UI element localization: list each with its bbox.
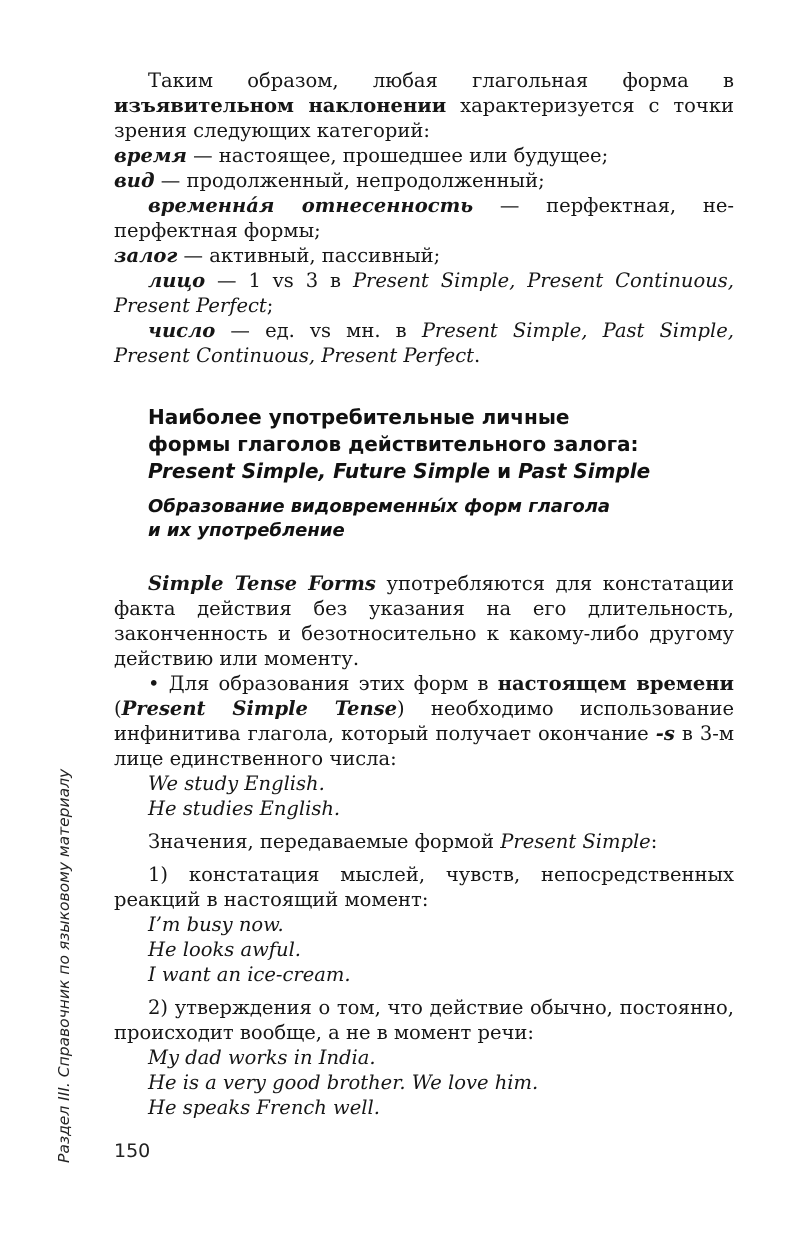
meanings-intro: Значения, передаваемые формой Present Simple: [148, 830, 658, 853]
mood-term: изъявительном наклонении [114, 94, 447, 117]
page-body [114, 68, 734, 1120]
example-line: He studies English. [148, 797, 341, 820]
example-line: We study English. [148, 772, 325, 795]
intro-paragraph: Таким образом, любая глагольная форма в изъявительном наклонении характеризуется с точки зрения следующих категорий: [114, 69, 734, 142]
example-line: I’m busy now. [148, 913, 284, 936]
category-time: время — настоящее, прошедшее или будущее; [114, 144, 609, 167]
example-line: He looks awful. [148, 938, 302, 961]
example-line: My dad works in India. [148, 1046, 376, 1069]
example-line: He is a very good brother. We love him. [148, 1071, 539, 1094]
page-number: 150 [114, 1140, 151, 1162]
example-line: I want an ice-cream. [148, 963, 351, 986]
present-simple-formation: • Для образования этих форм в настоящем времени (Present Simple Tense) необходимо использование инфинитива глагола, который получает окончание -s в 3-м лице единственного числа: [114, 672, 735, 770]
category-voice: залог — активный, пассивный; [114, 244, 441, 267]
section-side-label: Раздел III. Справочник по языковому материалу [55, 768, 73, 1163]
category-aspect: вид — продолженный, непродолженный; [114, 169, 545, 192]
section-heading: Наиболее употребительные личные формы глаголов действительного залога: Present Simple, Future Simple и Past Simple [148, 405, 651, 483]
meaning-item-2: 2) утверждения о том, что действие обычно, постоянно, происходит вообще, а не в момент речи: [114, 996, 734, 1044]
simple-forms-paragraph: Simple Tense Forms употребляются для констатации факта действия без указания на его длительность, законченность и безотносительно к какому-либо другому действию или моменту. [114, 572, 735, 670]
example-line: He speaks French well. [148, 1096, 380, 1119]
category-relation: временнáя отнесенность — перфектная, не-перфектная формы; [114, 194, 734, 242]
section-subheading: Образование видовременны́х форм глагола и их употребление [148, 496, 611, 541]
category-person: лицо — 1 vs 3 в Present Simple, Present Continuous, Present Perfect; [114, 269, 734, 317]
category-number: число — ед. vs мн. в Present Simple, Past Simple, Present Continuous, Present Perfect. [114, 319, 734, 367]
meaning-item-1: 1) констатация мыслей, чувств, непосредственных реакций в настоящий момент: [114, 863, 734, 911]
